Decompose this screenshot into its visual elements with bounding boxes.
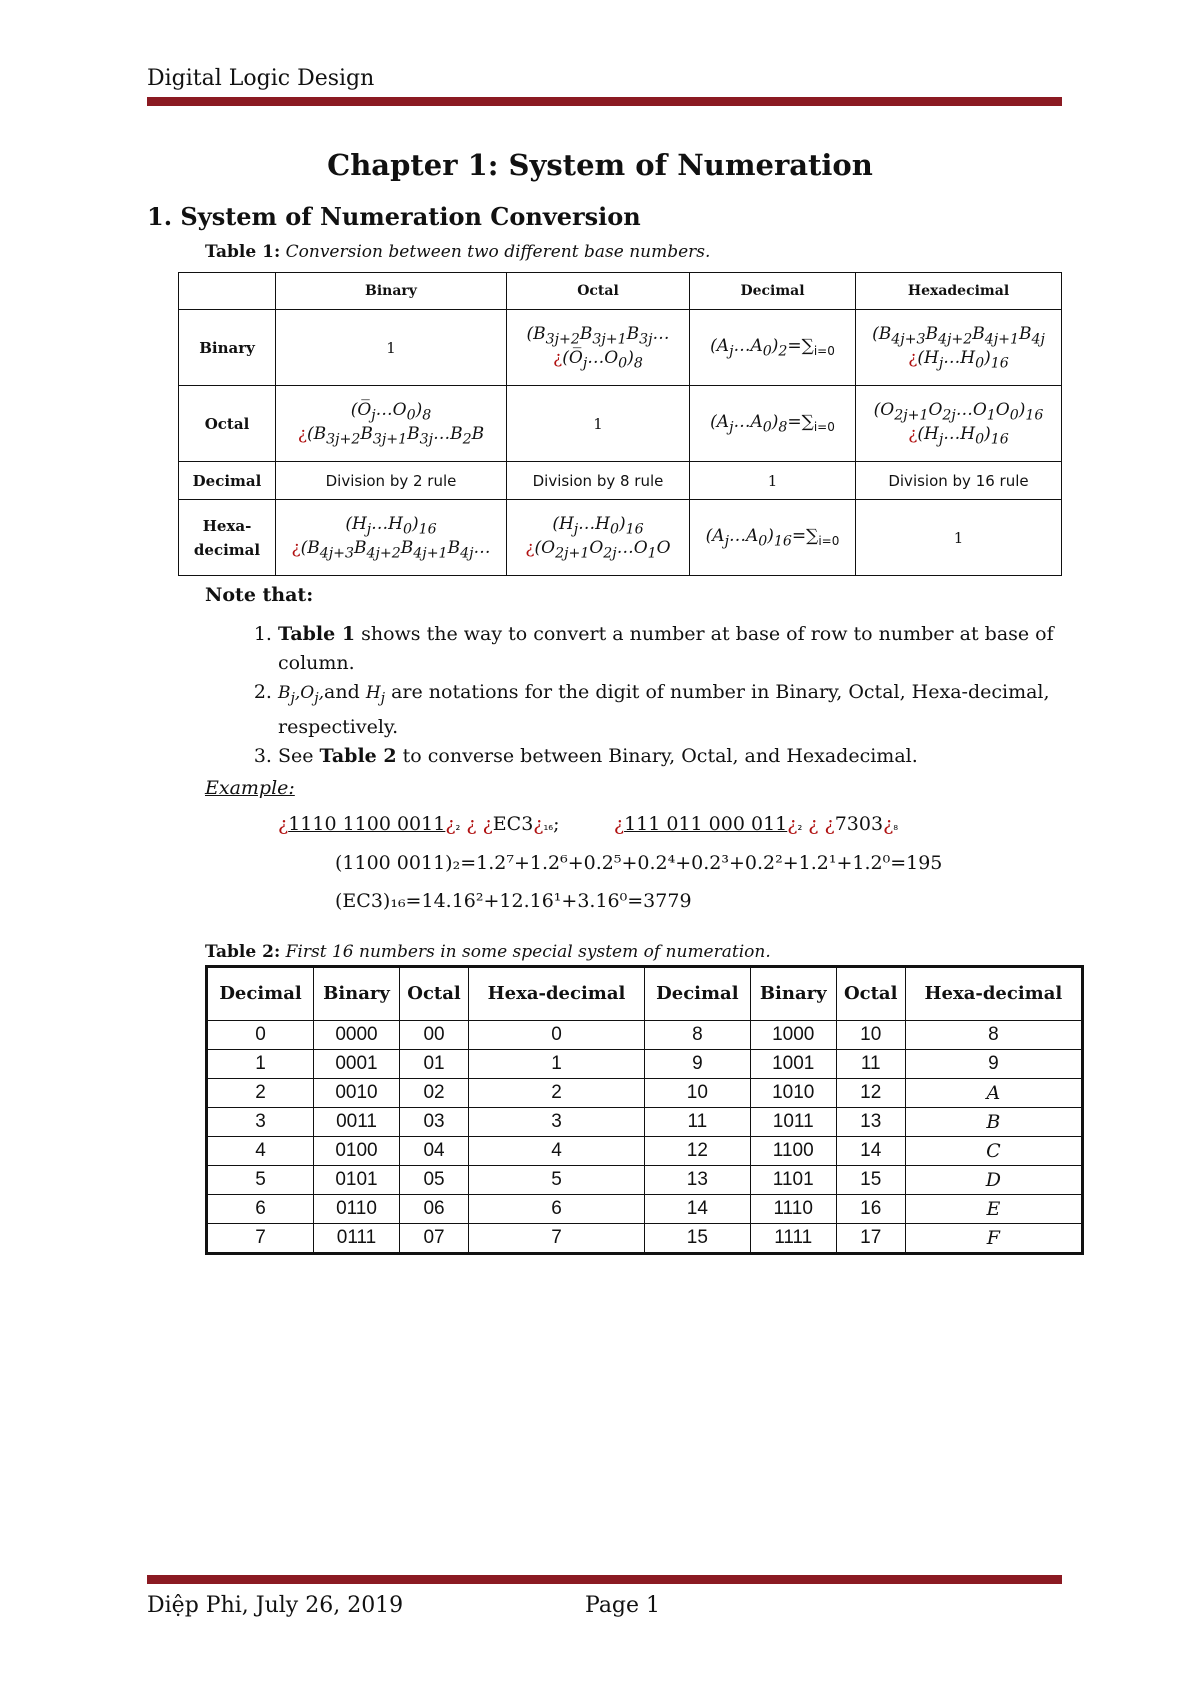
cell-binary-octal: ($B_{3j+2}B_{3j+1}B_{3j}\dots$ ¿$(O̅_j\dots O_0)_8$ [507, 310, 690, 386]
table-cell: 11 [644, 1108, 750, 1137]
footer-page-number: Page 1 [585, 1593, 661, 1618]
table-cell: 5 [207, 1166, 314, 1195]
document-header-title: Digital Logic Design [147, 66, 375, 91]
table-cell: 13 [836, 1108, 905, 1137]
cell-decimal-binary: Division by 2 rule [276, 462, 507, 500]
header-rule [147, 97, 1062, 106]
table-cell: 0110 [314, 1195, 400, 1224]
cell-decimal-hex: Division by 16 rule [856, 462, 1062, 500]
table-row [207, 1021, 1083, 1050]
cell-hex-decimal: $(A_j\dots A_0)_{16}=\sum_{i=0}$ [690, 500, 856, 576]
note-item-2: 2. $B_j,O_j,and$ $H_j$ are notations for the digit of number in Binary, Octal, Hexa-decimal, respectively. [278, 678, 1098, 742]
cell-decimal-decimal: 1 [690, 462, 856, 500]
table-cell: 1100 [750, 1137, 836, 1166]
table-cell: 3 [469, 1108, 645, 1137]
table1-caption [205, 242, 710, 262]
table-cell: 16 [836, 1195, 905, 1224]
table-cell: 1010 [750, 1079, 836, 1108]
table-cell: 5 [469, 1166, 645, 1195]
table-cell: 8 [905, 1021, 1082, 1050]
cell-hex-hex: 1 [856, 500, 1062, 576]
table-cell: 6 [207, 1195, 314, 1224]
table-cell: B [905, 1108, 1082, 1137]
col-header-octal: Octal [507, 273, 690, 310]
table-row [207, 1137, 1083, 1166]
table-cell: 12 [836, 1079, 905, 1108]
footer-rule [147, 1575, 1062, 1584]
table-row [207, 1079, 1083, 1108]
table-cell: 0111 [314, 1224, 400, 1254]
table-cell: 1011 [750, 1108, 836, 1137]
col-header-decimal: Decimal [690, 273, 856, 310]
cell-binary-binary: 1 [276, 310, 507, 386]
table-cell: 17 [836, 1224, 905, 1254]
cell-hex-octal: $(H_j\dots H_0)_{16}$ ¿($O_{2j+1}O_{2j}\dots O_1O$ [507, 500, 690, 576]
table-cell: 0100 [314, 1137, 400, 1166]
cell-octal-hex: $(O_{2j+1}O_{2j}\dots O_1O_0)_{16}$ ¿$(H_j\dots H_0)_{16}$ [856, 386, 1062, 462]
table-cell: 15 [644, 1224, 750, 1254]
cell-binary-hex: ($B_{4j+3}B_{4j+2}B_{4j+1}B_{4j}$ ¿$(H_j\dots H_0)_{16}$ [856, 310, 1062, 386]
table-cell: 1111 [750, 1224, 836, 1254]
col-header-binary: Binary [276, 273, 507, 310]
table-cell: 14 [836, 1137, 905, 1166]
table-cell: 7 [207, 1224, 314, 1254]
cell-binary-decimal: $(A_j\dots A_0)_2=\sum_{i=0}$ [690, 310, 856, 386]
section-title: 1. System of Numeration Conversion [147, 202, 641, 231]
table-cell: 14 [644, 1195, 750, 1224]
table-cell: 7 [469, 1224, 645, 1254]
table-cell: 0001 [314, 1050, 400, 1079]
table-cell: 2 [207, 1079, 314, 1108]
table-row [207, 1050, 1083, 1079]
table-cell: 00 [399, 1021, 468, 1050]
table-cell: 2 [469, 1079, 645, 1108]
row-header-hexadecimal: Hexa-decimal [179, 500, 276, 576]
numbers-header: Octal [399, 967, 468, 1021]
table-cell: 0011 [314, 1108, 400, 1137]
cell-octal-octal: 1 [507, 386, 690, 462]
table-cell: 4 [207, 1137, 314, 1166]
numbers-header: Octal [836, 967, 905, 1021]
table1-caption-text: Conversion between two different base numbers. [285, 242, 711, 262]
conversion-table [178, 272, 1062, 576]
table-cell: 4 [469, 1137, 645, 1166]
row-header-binary: Binary [179, 310, 276, 386]
table-cell: 1000 [750, 1021, 836, 1050]
numbers-table [205, 965, 1084, 1255]
col-header-hexadecimal: Hexadecimal [856, 273, 1062, 310]
numbers-header: Binary [750, 967, 836, 1021]
table-cell: D [905, 1166, 1082, 1195]
conversion-table-corner [179, 273, 276, 310]
table-cell: 1101 [750, 1166, 836, 1195]
table1-caption-label: Table 1: [205, 242, 281, 262]
example-line-1: ¿1110 1100 0011¿₂ ¿ ¿EC3¿₁₆; ¿111 011 000 011¿₂ ¿ ¿7303¿₈ [278, 813, 899, 835]
table-cell: A [905, 1079, 1082, 1108]
cell-decimal-octal: Division by 8 rule [507, 462, 690, 500]
table-cell: 0000 [314, 1021, 400, 1050]
table-cell: 07 [399, 1224, 468, 1254]
footer-author-date: Diệp Phi, July 26, 2019 [147, 1593, 404, 1618]
notes-list [240, 620, 1098, 771]
table-cell: 12 [644, 1137, 750, 1166]
row-header-decimal: Decimal [179, 462, 276, 500]
table-cell: 06 [399, 1195, 468, 1224]
table-row [207, 1195, 1083, 1224]
cell-octal-decimal: $(A_j\dots A_0)_8=\sum_{i=0}$ [690, 386, 856, 462]
table-cell: 0010 [314, 1079, 400, 1108]
table-cell: 1 [469, 1050, 645, 1079]
table-cell: 1110 [750, 1195, 836, 1224]
note-title: Note that: [205, 584, 314, 606]
table-cell: 1001 [750, 1050, 836, 1079]
table-cell: 10 [836, 1021, 905, 1050]
table-cell: 15 [836, 1166, 905, 1195]
table-cell: 05 [399, 1166, 468, 1195]
numbers-header: Hexa-decimal [469, 967, 645, 1021]
table-row [207, 1224, 1083, 1254]
table-row [207, 1108, 1083, 1137]
table-cell: 8 [644, 1021, 750, 1050]
cell-octal-binary: $(O̅_j\dots O_0)_8$ ¿($B_{3j+2}B_{3j+1}B_{3j}\dots B_2B$ [276, 386, 507, 462]
note-item-1: 1. Table 1 shows the way to convert a number at base of row to number at base of column. [278, 620, 1098, 678]
table-row [207, 1166, 1083, 1195]
table-cell: 0 [207, 1021, 314, 1050]
table2-caption [205, 942, 771, 962]
example-label: Example: [205, 777, 295, 799]
table-cell: F [905, 1224, 1082, 1254]
table-cell: 10 [644, 1079, 750, 1108]
table-cell: 04 [399, 1137, 468, 1166]
table-cell: 1 [207, 1050, 314, 1079]
table-cell: 6 [469, 1195, 645, 1224]
table-cell: 0101 [314, 1166, 400, 1195]
table-cell: 03 [399, 1108, 468, 1137]
table-cell: 9 [905, 1050, 1082, 1079]
numbers-header: Binary [314, 967, 400, 1021]
example-line-2: (1100 0011)₂=1.2⁷+1.2⁶+0.2⁵+0.2⁴+0.2³+0.2²+1.2¹+1.2⁰=195 [335, 852, 943, 874]
numbers-header: Hexa-decimal [905, 967, 1082, 1021]
chapter-title: Chapter 1: System of Numeration [327, 148, 873, 182]
table-cell: 02 [399, 1079, 468, 1108]
example-line-3: (EC3)₁₆=14.16²+12.16¹+3.16⁰=3779 [335, 890, 692, 912]
table-cell: 3 [207, 1108, 314, 1137]
table-cell: 13 [644, 1166, 750, 1195]
table2-caption-text: First 16 numbers in some special system of numeration. [285, 942, 771, 962]
table-cell: E [905, 1195, 1082, 1224]
table-cell: C [905, 1137, 1082, 1166]
note-item-3: 3. See Table 2 to converse between Binary, Octal, and Hexadecimal. [278, 742, 1098, 771]
table-cell: 9 [644, 1050, 750, 1079]
numbers-header: Decimal [644, 967, 750, 1021]
row-header-octal: Octal [179, 386, 276, 462]
numbers-header: Decimal [207, 967, 314, 1021]
table-cell: 0 [469, 1021, 645, 1050]
cell-hex-binary: $(H_j\dots H_0)_{16}$ ¿($B_{4j+3}B_{4j+2}B_{4j+1}B_{4j}\dots$ [276, 500, 507, 576]
table-cell: 11 [836, 1050, 905, 1079]
table2-caption-label: Table 2: [205, 942, 281, 962]
table-cell: 01 [399, 1050, 468, 1079]
